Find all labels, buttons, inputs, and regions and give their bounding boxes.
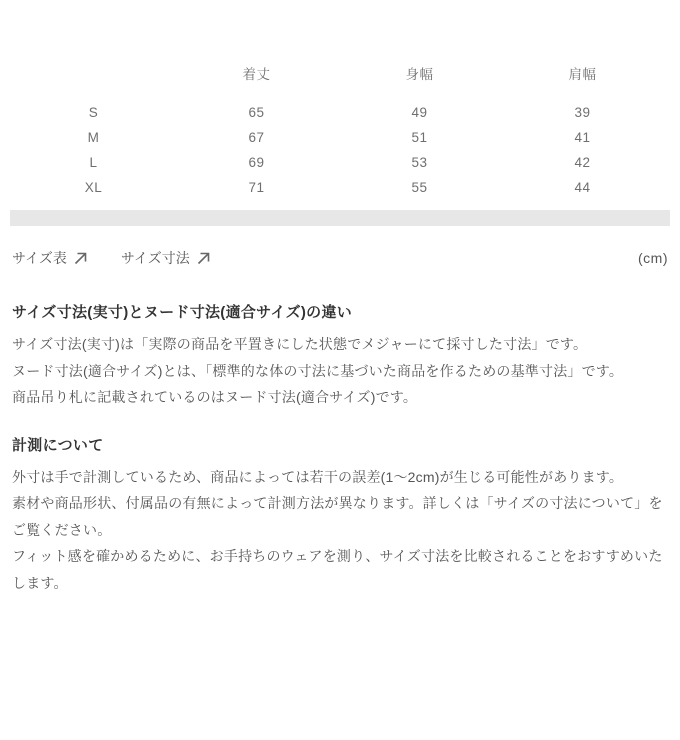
value-body-width: 53 [411,155,428,170]
value-body-width: 49 [411,105,428,120]
section-paragraph: 素材や商品形状、付属品の有無によって計測方法が異なります。詳しくは「サイズの寸法について」をご覧ください。 [12,495,663,538]
value-length: 65 [248,105,265,120]
size-table-header-row [12,60,664,86]
size-chart-link-label: サイズ表 [12,250,67,266]
table-row-l [12,150,664,175]
column-header-length: 着丈 [242,67,271,82]
section-paragraph: フィット感を確かめるために、お手持ちのウェアを測り、サイズ寸法を比較されることをおすすめいたします。 [12,548,663,591]
value-length: 67 [248,130,265,145]
external-link-icon [74,252,87,265]
value-body-width: 51 [411,130,428,145]
value-body-width: 55 [411,180,428,195]
value-length: 71 [248,180,265,195]
table-row-s [12,100,664,125]
size-label: L [89,155,98,170]
external-link-icon [197,252,210,265]
size-label: M [87,130,100,145]
section-heading: 計測について [12,436,104,454]
section-heading: サイズ寸法(実寸)とヌード寸法(適合サイズ)の違い [12,304,353,321]
value-shoulder-width: 44 [574,180,591,195]
size-measure-link[interactable] [121,248,210,268]
size-info-page [0,60,680,740]
column-header-body-width: 身幅 [405,67,434,82]
size-label: S [88,105,99,120]
section-paragraph: ヌード寸法(適合サイズ)とは、「標準的な体の寸法に基づいた商品を作るための基準寸法」です。 [12,362,624,379]
value-shoulder-width: 41 [574,130,591,145]
section-paragraph: 商品吊り札に記載されているのはヌード寸法(適合サイズ)です。 [12,389,418,405]
column-header-shoulder-width: 肩幅 [568,67,597,82]
unit-label: (cm) [638,250,668,266]
section-paragraph: 外寸は手で計測しているため、商品によっては若干の誤差(1〜2cm)が生じる可能性があります。 [12,468,624,485]
size-label: XL [84,180,103,195]
section-size-difference [12,301,668,411]
table-row-m [12,125,664,150]
size-chart-link[interactable] [12,248,87,268]
value-shoulder-width: 42 [574,155,591,170]
table-row-xl [12,175,664,200]
section-paragraph: サイズ寸法(実寸)は「実際の商品を平置きにした状態でメジャーにて採寸した寸法」です。 [12,336,588,352]
value-length: 69 [248,155,265,170]
value-shoulder-width: 39 [574,105,591,120]
links-row [12,248,668,268]
size-measure-link-label: サイズ寸法 [120,250,190,266]
section-measurement-info [12,434,668,597]
table-scrollbar-track[interactable] [10,210,670,226]
size-table [12,60,664,200]
